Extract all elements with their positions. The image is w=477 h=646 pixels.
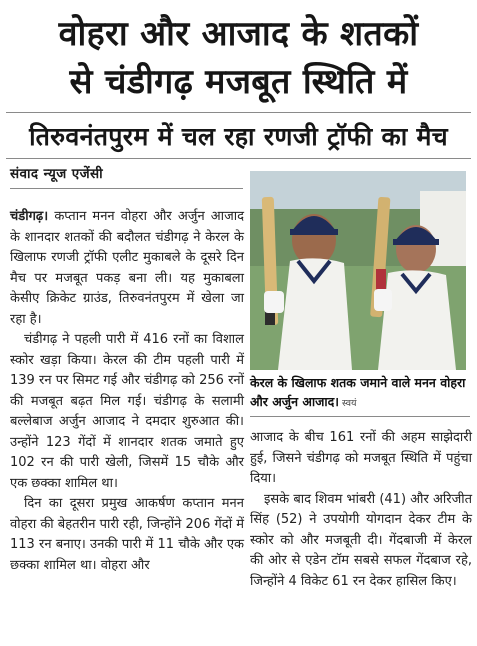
subheadline: तिरुवनंतपुरम में चल रहा रणजी ट्रॉफी का मैच (29, 122, 448, 151)
subheadline-divider (6, 158, 471, 159)
photo-credit: स्वयं (342, 398, 357, 409)
paragraph-1-text: कप्तान मनन वोहरा और अर्जुन आजाद के शानदार शतकों की बदौलत चंडीगढ़ ने केरल के खिलाफ रणजी ट्रॉफी एलीट मुकाबले के दूसरे दिन मैच पर मजबूत पकड़ बना ली। यह मुकाबला केसीए क्रिकेट ग्राउंड, तिरुवनंतपुरम में खेला जा रहा है। (10, 209, 245, 327)
cricketers-photo-illustration (250, 171, 466, 370)
dateline: चंडीगढ़। (10, 209, 49, 224)
article-paragraph-5: इसके बाद शिवम भांबरी (41) और अरिजीत सिंह (52) ने उपयोगी योगदान देकर टीम के स्कोर को और मजबूती दी। गेंदबाजी में केरल की ओर से एडेन टॉम सबसे सफल गेंदबाज रहे, जिन्होंने 4 विकेट 61 रन देकर हासिल किए। (250, 491, 472, 589)
byline-underline (10, 188, 243, 189)
article-paragraph-2: चंडीगढ़ ने पहली पारी में 416 रनों का विशाल स्कोर खड़ा किया। केरल की टीम पहली पारी में 139 रन पर सिमट गई और चंडीगढ़ को 256 रनों की मजबूत बढ़त मिल गई। चंडीगढ़ के सलामी बल्लेबाज अर्जुन आजाद ने दमदार शुरुआत की। उन्होंने 123 गेंदों में शानदार शतक जमाते हुए 102 रन की पारी खेली, जिसमें 15 चौके और एक छक्का शामिल था। (10, 332, 244, 491)
article-paragraph-3: दिन का दूसरा प्रमुख आकर्षण कप्तान मनन वोहरा की बेहतरीन पारी रही, जिन्होंने 206 गेंदों में 113 रन बनाए। उनकी पारी में 11 चौके और एक छक्का शामिल था। वोहरा और (10, 496, 244, 573)
article-column-left (10, 207, 244, 576)
cricketers-photo (250, 171, 466, 370)
headline-divider (6, 112, 471, 113)
caption-divider (250, 416, 470, 417)
caption-text: केरल के खिलाफ शतक जमाने वाले मनन वोहरा और अर्जुन आजाद। (250, 375, 466, 409)
article-paragraph-4: आजाद के बीच 161 रनों की अहम साझेदारी हुई, जिसने चंडीगढ़ को मजबूत स्थिति में पहुंचा दिया। (250, 430, 472, 486)
photo-caption (250, 373, 472, 413)
headline-line-1: वोहरा और आजाद के शतकों (58, 14, 419, 54)
byline: संवाद न्यूज एजेंसी (10, 166, 104, 182)
headline-line-2: से चंडीगढ़ मजबूत स्थिति में (69, 62, 408, 102)
article-column-right (250, 428, 472, 592)
article-paragraph-1 (10, 207, 244, 330)
